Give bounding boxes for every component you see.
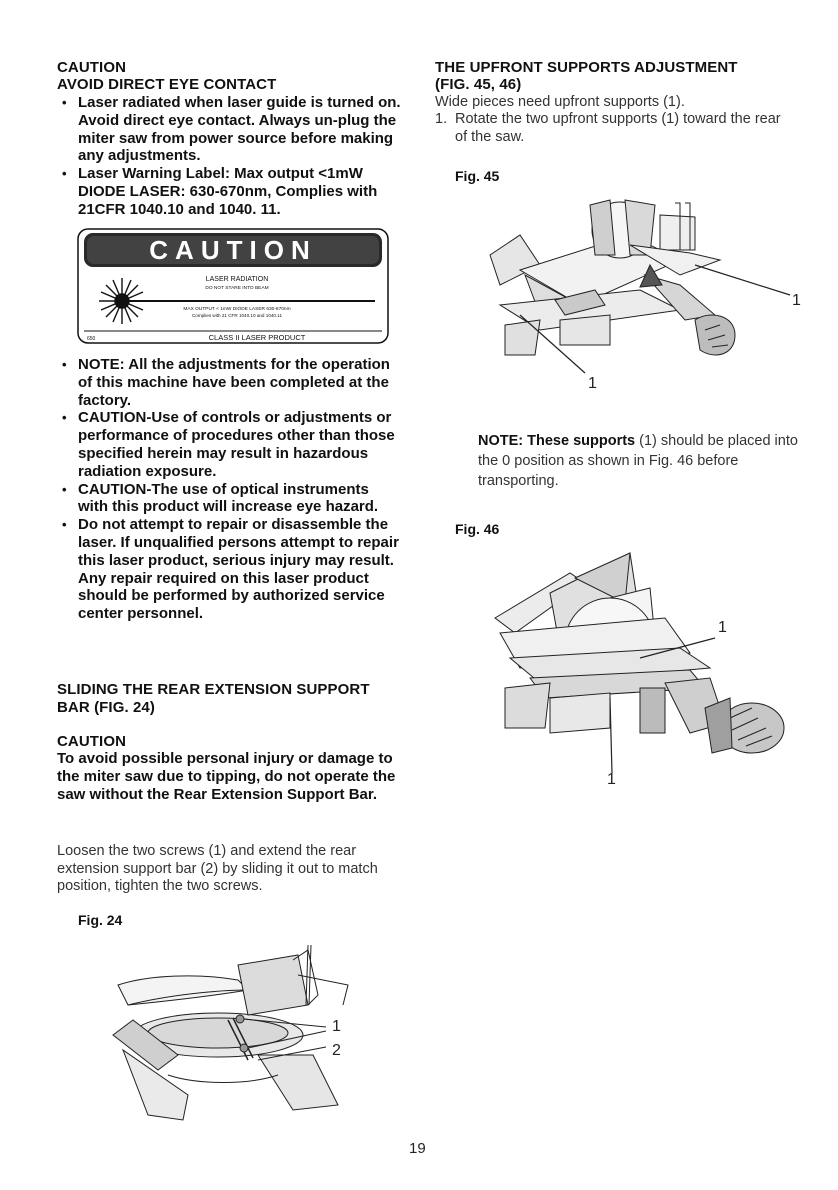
fig24-label: Fig. 24	[78, 912, 123, 928]
list-item: • Do not attempt to repair or disassemble the laser. If unqualified persons attempt to repair this laser product, serious injury may result. Any repair required on this laser product should be performed by authorized service center personnel.	[57, 516, 402, 623]
fig46-callout-right: 1	[718, 619, 727, 636]
avoid-eye-contact-heading: AVOID DIRECT EYE CONTACT	[57, 76, 277, 93]
sliding-support-heading: SLIDING THE REAR EXTENSION SUPPORT BAR (FIG. 24)	[57, 681, 370, 716]
fig24-illustration	[108, 945, 368, 1135]
label-max-output: MAX OUTPUT < 1mW DIODE LASER 630-670nm	[183, 307, 291, 312]
fig46-callout-bottom: 1	[607, 771, 616, 788]
caution-title: CAUTION	[57, 59, 127, 76]
fig45-illustration	[480, 195, 830, 405]
upfront-step-number: 1.	[435, 111, 448, 127]
transport-note-rest: (1) should be placed into the 0 position as shown in Fig. 46 before transporting.	[478, 433, 798, 489]
fig24-callout-2: 2	[332, 1042, 341, 1059]
list-item: • Laser Warning Label: Max output <1mW DIODE LASER: 630-670nm, Complies with 21CFR 1040.10 and 1040. 11.	[57, 165, 402, 218]
transport-note	[478, 431, 818, 491]
transport-note-bold: NOTE: These supports	[478, 433, 636, 449]
fig24-callout-1: 1	[332, 1018, 341, 1035]
label-banner-text: CAUTION	[149, 235, 317, 265]
list-item: • CAUTION-The use of optical instruments with this product will increase eye hazard.	[57, 481, 402, 517]
label-complies: Complies with 21 CFR 1040.10 and 1040.11	[191, 313, 283, 318]
fig45-callout-right: 1	[792, 292, 801, 309]
label-class: CLASS II LASER PRODUCT	[208, 333, 306, 342]
notes-list	[57, 356, 402, 623]
laser-caution-list	[57, 94, 402, 219]
fig45-label: Fig. 45	[455, 168, 500, 184]
upfront-supports-subheading: (FIG. 45, 46)	[435, 76, 522, 93]
list-item: • CAUTION-Use of controls or adjustments or performance of procedures other than those specified herein may result in hazardous radiation exposure.	[57, 409, 402, 480]
laser-warning-label	[77, 228, 389, 344]
fig46-illustration	[490, 548, 830, 793]
label-code: 650	[87, 336, 96, 342]
upfront-supports-heading: THE UPFRONT SUPPORTS ADJUSTMENT	[435, 59, 738, 76]
page-number: 19	[409, 1140, 426, 1157]
label-laser-radiation: LASER RADIATION	[205, 276, 269, 283]
laser-warning-label-graphic	[77, 228, 389, 344]
list-item: • Laser radiated when laser guide is turned on. Avoid direct eye contact. Always un-plug the miter saw from power source before making any adjustments.	[57, 94, 402, 165]
list-item: • NOTE: All the adjustments for the operation of this machine have been completed at the factory.	[57, 356, 402, 409]
label-do-not-stare: DO NOT STARE INTO BEAM	[205, 286, 269, 291]
sliding-instructions: Loosen the two screws (1) and extend the rear extension support bar (2) by sliding it out to match position, tighten the two screws.	[57, 843, 378, 894]
fig45-callout-bottom: 1	[588, 375, 597, 392]
fig46-label: Fig. 46	[455, 521, 500, 537]
caution-title: CAUTION	[57, 733, 127, 750]
upfront-step-text: Rotate the two upfront supports (1) toward the rear of the saw.	[455, 111, 781, 145]
upfront-intro: Wide pieces need upfront supports (1).	[435, 94, 685, 110]
tipping-caution-body: To avoid possible personal injury or damage to the miter saw due to tipping, do not operate the saw without the Rear Extension Support Bar.	[57, 750, 396, 803]
